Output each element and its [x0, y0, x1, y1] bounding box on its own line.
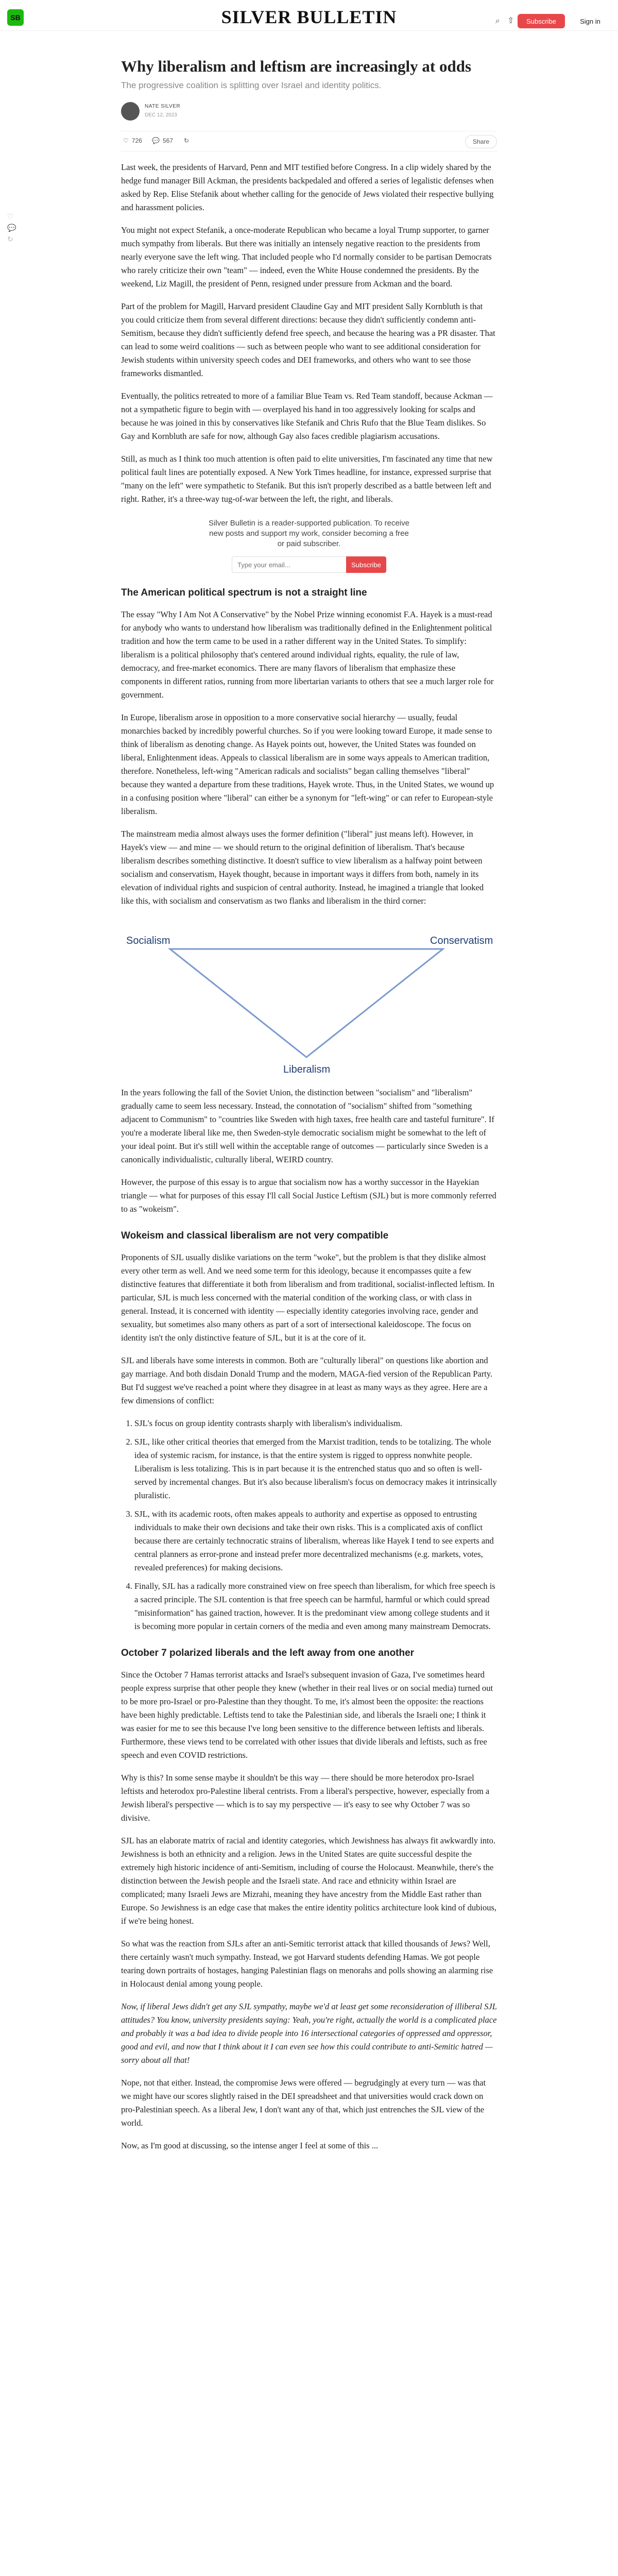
- comments-button[interactable]: [152, 137, 173, 144]
- paragraph: Proponents of SJL usually dislike variations on the term "woke", but the problem is that they dislike almost every other term as well. And we need some term for this ideology, because it encompasses quite a few distinctive features that differentiate it both from liberalism and from traditional, socialist-inflected leftism. In particular, SJL is much less concerned with the material condition of the working class, or with class in general. Instead, it is concerned with identity — especially identity categories involving race, gender and sexuality, but sometimes also many others as part of a sort of intersectional kaleidoscope. The focus on identity isn't the only distinctive feature of SJL, but it is at the core of it.: [121, 1252, 495, 1343]
- like-count: 726: [131, 137, 142, 144]
- subscribe-form: [232, 556, 386, 573]
- subscribe-button[interactable]: Subscribe: [518, 14, 565, 28]
- liberalism-label: Liberalism: [283, 1064, 331, 1075]
- post-date: DEC 12, 2023: [145, 112, 177, 118]
- restack-icon[interactable]: ↻: [7, 235, 13, 244]
- side-action-bar: [7, 211, 16, 245]
- conservatism-label: Conservatism: [430, 935, 493, 946]
- restack-icon: ↻: [184, 137, 190, 144]
- comment-icon: 💬: [152, 137, 160, 144]
- section-heading: The American political spectrum is not a straight line: [121, 587, 367, 598]
- conflict-list: [134, 1417, 497, 1633]
- hayek-triangle-diagram: [121, 922, 497, 1077]
- list-item: 3. SJL, with its academic roots, often makes appeals to authority and expertise as opposed to entrusting individuals to make their own decisions and take their own risks. This is a complicated axis of conflict because there are certainly technocratic strains of liberalism, whereas like Hayek I tend to see experts and central planners as error-prone and instead prefer more decentralized mechanisms (e.g. markets, votes, revealed preferences) for making decisions.: [134, 1507, 497, 1574]
- search-icon[interactable]: ⌕: [495, 15, 500, 25]
- subscribe-prompt: Silver Bulletin is a reader-supported publication. To receive new posts and support my work, consider becoming a free or paid subscriber.: [209, 519, 409, 548]
- like-icon[interactable]: ♡: [7, 213, 14, 221]
- email-input[interactable]: [232, 556, 346, 573]
- paragraph: The essay "Why I Am Not A Conservative" by the Nobel Prize winning economist F.A. Hayek is a must-read for anybody who wants to understand how liberalism was traditionally defined in the Enlightenment political tradition and how the term came to be used in a rather different way in the United States. To simplify: liberalism is a political philosophy that's centered around individual rights, equality, the rule of law, democracy, and free-market economics. There are many flavors of liberalism that emphasize these components in different ratios, running from more libertarian variants to others that see a much larger role for government.: [121, 609, 494, 700]
- paragraph: SJL and liberals have some interests in common. Both are "culturally liberal" on questions like abortion and gay marriage. And both disdain Donald Trump and the modern, MAGA-fied version of the Republican Party. But I'd suggest we've reached a point where they disagree in at least as many ways as they agree. Here are a few dimensions of conflict:: [121, 1355, 493, 1405]
- paragraph: Eventually, the politics retreated to more of a familiar Blue Team vs. Red Team standoff, because Ackman — not a sympathetic figure to begin with — overplayed his hand in too aggressively looking for scalps and because he was joined in this by conservatives like Stefanik and Chris Rufo that the Blue Team dislikes. So Gay and Kornbluth are safe for now, although Gay also faces credible plagiarism accusations.: [121, 391, 493, 441]
- section-heading: Wokeism and classical liberalism are not very compatible: [121, 1230, 389, 1241]
- like-button[interactable]: [123, 137, 142, 144]
- paragraph: Now, as I'm good at discussing, so the intense anger I feel at some of this ...: [121, 2141, 379, 2150]
- publication-logo[interactable]: SB: [7, 9, 24, 26]
- paragraph: Now, if liberal Jews didn't get any SJL sympathy, maybe we'd at least get some reconsideration of illiberal SJL attitudes? You know, university presidents saying: Yeah, you're right, actually the world is a complicated place and probably it was a bad idea to divide people into 16 intersectional categories of oppressed and oppressor, good and evil, and now that I think about it I can even see how this could contribute to anti-Semitic hatred — sorry about all that!: [121, 2002, 497, 2065]
- article-body: [121, 161, 497, 2153]
- paragraph: Why is this? In some sense maybe it shouldn't be this way — there should be more heterodox pro-Israel leftists and heterodox pro-Palestine liberal centrists. From a liberal's perspective, however, especially from a Jewish liberal's perspective — which is to say my perspective — it's easy to see why October 7 was so divisive.: [121, 1773, 490, 1823]
- paragraph: However, the purpose of this essay is to argue that socialism now has a worthy successor in the Hayekian triangle — what for purposes of this essay I'll call Social Justice Leftism (SJL) but is more commonly referred to as "wokeism".: [121, 1177, 496, 1214]
- list-item: 4. Finally, SJL has a radically more constrained view on free speech than liberalism, for which free speech is a sacred principle. The SJL contention is that free speech can be harmful, harmful or which could spread "misinformation" has gained traction, however. It is the predominant view among college students and it is becoming more popular in certain corners of the media and even among many mainstream Democrats.: [134, 1580, 497, 1633]
- paragraph: So what was the reaction from SJLs after an anti-Semitic terrorist attack that killed thousands of Jews? Well, there certainly wasn't much sympathy. Instead, we got Harvard students defending Hamas. We got people tearing down portraits of hostages, hanging Palestinian flags on menorahs and polls showing an alarming rise in Holocaust denial among young people.: [121, 1939, 493, 1989]
- restack-button[interactable]: [184, 137, 189, 144]
- paragraph: Last week, the presidents of Harvard, Penn and MIT testified before Congress. In a clip widely shared by the hedge fund manager Bill Ackman, the presidents backpedaled and offered a series of legalistic defenses when asked by Rep. Elise Stefanik about whether calling for the genocide of Jews violated their respective bullying and harassment policies.: [121, 162, 494, 212]
- triangle-shape: [170, 949, 443, 1057]
- article: [121, 57, 497, 2153]
- section-heading: October 7 polarized liberals and the left away from one another: [121, 1648, 415, 1658]
- paragraph: SJL has an elaborate matrix of racial and identity categories, which Jewishness has always fit awkwardly into. Jewishness is both an ethnicity and a religion. Jews in the United States are quite successful despite the extremely high historic incidence of anti-Semitism, including of course the Holocaust. Meanwhile, there's the distinction between the Jewish people and the Israeli state. And race and ethnicity within Israel are complicated; many Israeli Jews are Mizrahi, meaning they have ancestry from the Middle East rather than Europe. So Jewishness is an edge case that makes the entire identity politics architecture look kind of dubious, if we're being honest.: [121, 1836, 497, 1926]
- author-block: [121, 102, 497, 123]
- article-title: Why liberalism and leftism are increasingly at odds: [121, 57, 472, 75]
- paragraph: In the years following the fall of the Soviet Union, the distinction between "socialism" and "liberalism" gradually came to seem less necessary. Instead, the connotation of "socialism" shifted from "something adjacent to Communism" to "countries like Sweden with high taxes, free health care and tasteful furniture". If you're a moderate liberal like me, then Sweden-style democratic socialism might be somewhat to the left of your ideal point. But it's still well within the acceptable range of outcomes — particularly since Sweden is a canonically individualistic, culturally liberal, WEIRD country.: [121, 1088, 494, 1164]
- action-bar: [121, 131, 497, 151]
- subscribe-submit-button[interactable]: Subscribe: [346, 556, 386, 573]
- socialism-label: Socialism: [126, 935, 170, 946]
- paragraph: Part of the problem for Magill, Harvard president Claudine Gay and MIT president Sally Kornbluth is that you could criticize them from several different directions: because they didn't sufficiently condemn anti-Semitism, because they didn't sufficiently defend free speech, and because the hearing was a PR disaster. That can lead to some weird coalitions — such as between people who want to see additional consideration for Jewish students within university speech codes and DEI frameworks, and others who want to see those frameworks dismantled.: [121, 301, 495, 378]
- paragraph: Still, as much as I think too much attention is often paid to elite universities, I'm fascinated any time that new political fault lines are potentially exposed. A New York Times headline, for instance, expressed surprise that "many on the left" were sympathetic to Stefanik. But this isn't properly described as a battle between left and right. Rather, it's a three-way tug-of-war between the left, the right, and liberals.: [121, 454, 493, 504]
- paragraph: You might not expect Stefanik, a once-moderate Republican who became a loyal Trump supporter, to garner much sympathy from liberals. But there was initially an intensely negative reaction to the presidents from nearly everyone save the left wing. That included people who I'd normally consider to be partisan Democrats who rarely criticize their own "team" — indeed, even the White House condemned the presidents. By the weekend, Liz Magill, the president of Penn, resigned under pressure from Ackman and the board.: [121, 225, 492, 289]
- paragraph: The mainstream media almost always uses the former definition ("liberal" just means left). However, in Hayek's view — and mine — we should return to the original definition of liberalism. That's because liberalism describes something distinctive. It doesn't suffice to view liberalism as a halfway point between socialism and conservatism, Hayek thought, because in important ways it differs from both, namely in its elevation of individual rights and suspicion of central authority. Instead, he imagined a triangle that looked like this, with socialism and conservatism as two flanks and liberalism in the third corner:: [121, 829, 484, 906]
- publication-name[interactable]: SILVER BULLETIN: [221, 7, 397, 27]
- list-item: 1. SJL's focus on group identity contrasts sharply with liberalism's individualism.: [134, 1417, 497, 1430]
- avatar[interactable]: [121, 102, 140, 121]
- article-subtitle: The progressive coalition is splitting over Israel and identity politics.: [121, 80, 382, 90]
- sign-in-button[interactable]: Sign in: [580, 17, 600, 25]
- share-icon[interactable]: ⇧: [507, 15, 514, 25]
- heart-icon: ♡: [123, 137, 129, 144]
- paragraph: Since the October 7 Hamas terrorist attacks and Israel's subsequent invasion of Gaza, I've sometimes heard people express surprise that other people they knew (whether in their real lives or on social media) turned out to be more pro-Israel or pro-Palestine than they thought. To me, it's almost been the opposite: the reactions have been highly predictable. Leftists tend to take the Palestinian side, and liberals the Israeli one; I think it was easier for me to see this because I've long been sensitive to the difference between leftists and liberals. Furthermore, these views tend to be correlated with other issues that divide liberals and leftists, such as free speech and even COVID restrictions.: [121, 1670, 493, 1760]
- comment-icon[interactable]: 💬: [7, 224, 16, 232]
- paragraph: Nope, not that either. Instead, the compromise Jews were offered — begrudgingly at every turn — was that we might have our scores slightly raised in the DEI spreadsheet and that universities would crack down on pro-Palestinian speech. As a liberal Jew, I don't want any of that, which just entrenches the SJL view of the world.: [121, 2078, 486, 2128]
- top-bar: [0, 0, 618, 31]
- list-item: 2. SJL, like other critical theories that emerged from the Marxist tradition, tends to be totalizing. The whole idea of systemic racism, for instance, is that the entire system is rigged to oppress nonwhite people. Liberalism is less totalizing. This is in part because it is the entrenched status quo and so often is well-served by incremental changes. But it's also because liberalism's focus on democracy makes it intrinsically pluralistic.: [134, 1435, 497, 1502]
- share-button[interactable]: Share: [465, 135, 497, 148]
- comment-count: 567: [162, 137, 173, 144]
- author-name[interactable]: NATE SILVER: [145, 104, 181, 109]
- paragraph: In Europe, liberalism arose in opposition to a more conservative social hierarchy — usually, feudal monarchies backed by incredibly powerful churches. So if you were looking toward Europe, it made sense to think of liberalism as denoting change. As Hayek points out, however, the United States was founded on liberal, Enlightenment ideas. Appeals to classical liberalism are in some ways appeals to American tradition, therefore. Nonetheless, left-wing "American radicals and socialists" began calling themselves "liberal" because they wanted a departure from these traditions, Hayek wrote. Thus, in the United States, we wound up in a confusing position where "liberal" can either be a synonym for "left-wing" or can refer to European-style liberalism.: [121, 713, 494, 816]
